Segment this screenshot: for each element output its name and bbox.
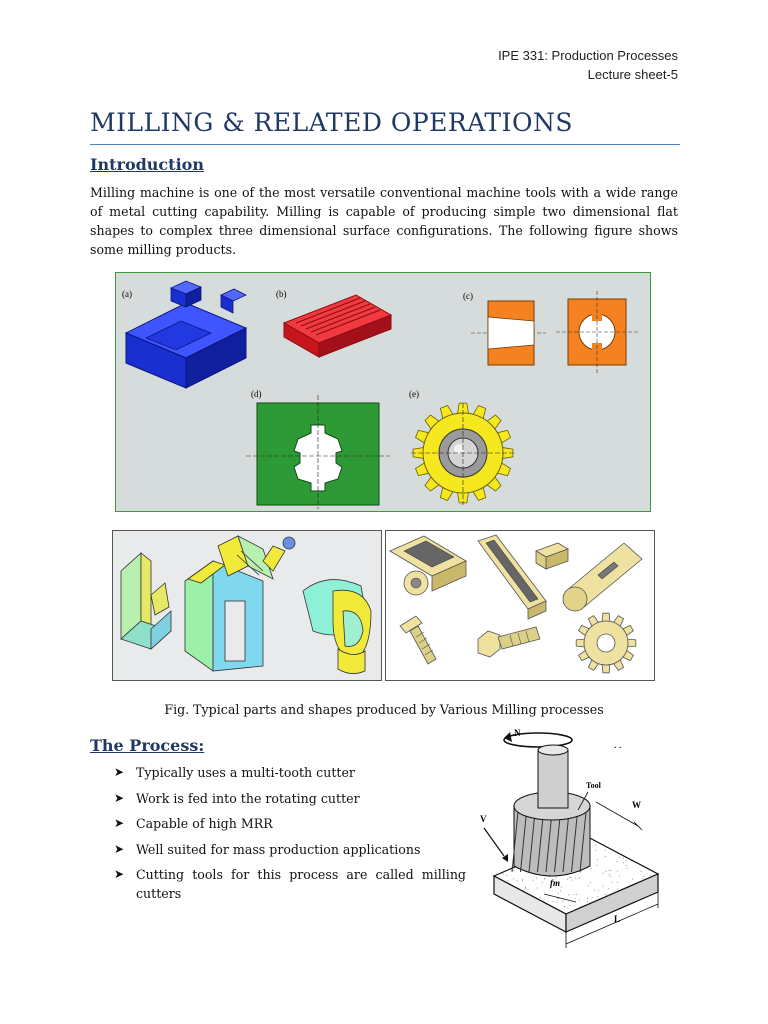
- stipple-dot: [590, 868, 591, 869]
- stipple-dot: [561, 887, 562, 888]
- stipple-dot: [525, 889, 526, 890]
- milling-products-illustration: [116, 273, 649, 510]
- stipple-dot: [619, 875, 620, 876]
- stipple-dot: [632, 879, 633, 880]
- stipple-dot: [590, 882, 591, 883]
- stipple-dot: [568, 908, 569, 909]
- stipple-dot: [597, 896, 598, 897]
- stipple-dot: [506, 875, 507, 876]
- stipple-dot: [574, 894, 575, 895]
- stipple-dot: [564, 906, 565, 907]
- label-c: (c): [463, 291, 473, 301]
- stipple-dot: [608, 895, 609, 896]
- list-item: ➤ Work is fed into the rotating cutter: [114, 790, 360, 806]
- orange-keyway-part: [471, 291, 638, 373]
- milling-products-figure: [115, 272, 651, 512]
- stipple-dot: [537, 888, 538, 889]
- stipple-dot: [615, 891, 616, 892]
- stipple-dot: [525, 888, 526, 889]
- course-title: IPE 331: Production Processes: [498, 48, 678, 63]
- label-d: (d): [251, 389, 262, 399]
- stipple-dot: [617, 882, 618, 883]
- stipple-dot: [626, 865, 627, 866]
- stipple-dot: [575, 878, 576, 879]
- stipple-dot: [571, 877, 572, 878]
- stipple-dot: [596, 865, 597, 866]
- stipple-dot: [560, 890, 561, 891]
- stipple-dot: [587, 901, 588, 902]
- stipple-dot: [568, 894, 569, 895]
- stipple-dot: [605, 894, 606, 895]
- milled-parts-figure-left: [112, 530, 382, 681]
- stipple-dot: [525, 887, 526, 888]
- yellow-spur-gear: [411, 403, 516, 505]
- stipple-dot: [641, 871, 642, 872]
- label-fm: fm: [550, 878, 560, 888]
- stipple-dot: [574, 898, 575, 899]
- stipple-dot: [522, 880, 523, 881]
- blue-slotted-block: [126, 281, 246, 388]
- stipple-dot: [623, 862, 624, 863]
- stipple-dot: [626, 860, 627, 861]
- lecture-sheet: Lecture sheet-5: [587, 67, 678, 82]
- list-item: ➤ Typically uses a multi-tooth cutter: [114, 765, 355, 780]
- stipple-dot: [549, 904, 550, 905]
- page-title: MILLING & RELATED OPERATIONS: [90, 108, 573, 137]
- stipple-dot: [617, 889, 618, 890]
- label-a: (a): [122, 289, 132, 299]
- arrow-bullet-icon: ➤: [114, 841, 125, 856]
- stipple-dot: [617, 861, 618, 862]
- stipple-dot: [606, 871, 607, 872]
- milled-parts-illustration-right: [386, 531, 654, 680]
- stipple-dot: [580, 906, 581, 907]
- milling-cutter-diagram: [466, 726, 676, 954]
- arrow-bullet-icon: ➤: [114, 790, 125, 805]
- stipple-dot: [533, 880, 534, 881]
- stipple-dot: [503, 873, 504, 874]
- label-tool: Tool: [586, 781, 601, 790]
- stipple-dot: [595, 850, 596, 851]
- stipple-dot: [603, 886, 604, 887]
- page-header: [498, 46, 678, 84]
- list-item: ➤ Capable of high MRR: [114, 816, 273, 831]
- stipple-dot: [605, 856, 606, 857]
- stipple-dot: [517, 880, 518, 881]
- stipple-dot: [520, 889, 521, 890]
- stipple-dot: [513, 870, 514, 871]
- stipple-dot: [588, 886, 589, 887]
- stipple-dot: [623, 858, 624, 859]
- stipple-dot: [603, 873, 604, 874]
- stipple-dot: [594, 890, 595, 891]
- stipple-dot: [627, 868, 628, 869]
- stipple-dot: [617, 871, 618, 872]
- stipple-dot: [570, 877, 571, 878]
- introduction-heading: Introduction: [90, 155, 204, 174]
- label-e: (e): [409, 389, 419, 399]
- milling-cutter-illustration: [466, 726, 676, 954]
- red-grooved-block: [284, 295, 391, 357]
- milled-parts-illustration-left: [113, 531, 381, 680]
- title-rule: [90, 144, 680, 145]
- introduction-paragraph: Milling machine is one of the most versatile conventional machine tools with a wide range of metal cutting capability. Milling is capable of producing simple two dimensional flat shapes to complex three dimensional surface configurations. The following figure shows some milling products.: [90, 185, 678, 257]
- milled-parts-figure-right: [385, 530, 655, 681]
- stipple-dot: [567, 879, 568, 880]
- stipple-dot: [650, 875, 651, 876]
- stipple-dot: [610, 870, 611, 871]
- stipple-dot: [542, 882, 543, 883]
- arrow-bullet-icon: ➤: [114, 765, 125, 779]
- stipple-dot: [612, 882, 613, 883]
- green-splined-plate: [246, 395, 390, 509]
- label-v: V: [480, 814, 487, 824]
- stipple-dot: [619, 857, 620, 858]
- label-b: (b): [276, 289, 287, 299]
- stipple-dot: [536, 878, 537, 879]
- stipple-dot: [558, 893, 559, 894]
- stipple-dot: [509, 869, 510, 870]
- arrow-bullet-icon: ➤: [114, 867, 125, 881]
- stipple-dot: [562, 901, 563, 902]
- stipple-dot: [513, 878, 514, 879]
- stipple-dot: [595, 845, 596, 846]
- stipple-dot: [605, 850, 606, 851]
- process-bullet-list: [114, 763, 466, 910]
- stipple-dot: [598, 890, 599, 891]
- stipple-dot: [579, 877, 580, 878]
- svg-text:. .: . .: [614, 740, 622, 751]
- stipple-dot: [609, 874, 610, 875]
- stipple-dot: [572, 880, 573, 881]
- stipple-dot: [573, 910, 574, 911]
- stipple-dot: [587, 898, 588, 899]
- stipple-dot: [579, 900, 580, 901]
- list-item: ➤ Well suited for mass production applications: [114, 841, 421, 857]
- stipple-dot: [642, 878, 643, 879]
- process-heading: The Process:: [90, 736, 205, 755]
- stipple-dot: [608, 888, 609, 889]
- stipple-dot: [608, 870, 609, 871]
- label-n: N: [514, 728, 521, 738]
- stipple-dot: [553, 901, 554, 902]
- stipple-dot: [539, 897, 540, 898]
- label-l: L: [614, 914, 621, 924]
- label-w: W: [632, 800, 641, 810]
- arrow-bullet-icon: ➤: [114, 816, 125, 830]
- stipple-dot: [522, 879, 523, 880]
- stipple-dot: [544, 878, 545, 879]
- figure-caption: Fig. Typical parts and shapes produced by Various Milling processes: [164, 702, 604, 717]
- stipple-dot: [507, 880, 508, 881]
- stipple-dot: [528, 889, 529, 890]
- stipple-dot: [592, 897, 593, 898]
- stipple-dot: [597, 859, 598, 860]
- stipple-dot: [569, 905, 570, 906]
- stipple-dot: [610, 876, 611, 877]
- list-item: ➤ Cutting tools for this process are called milling cutters: [114, 867, 466, 901]
- stipple-dot: [643, 876, 644, 877]
- stipple-dot: [576, 894, 577, 895]
